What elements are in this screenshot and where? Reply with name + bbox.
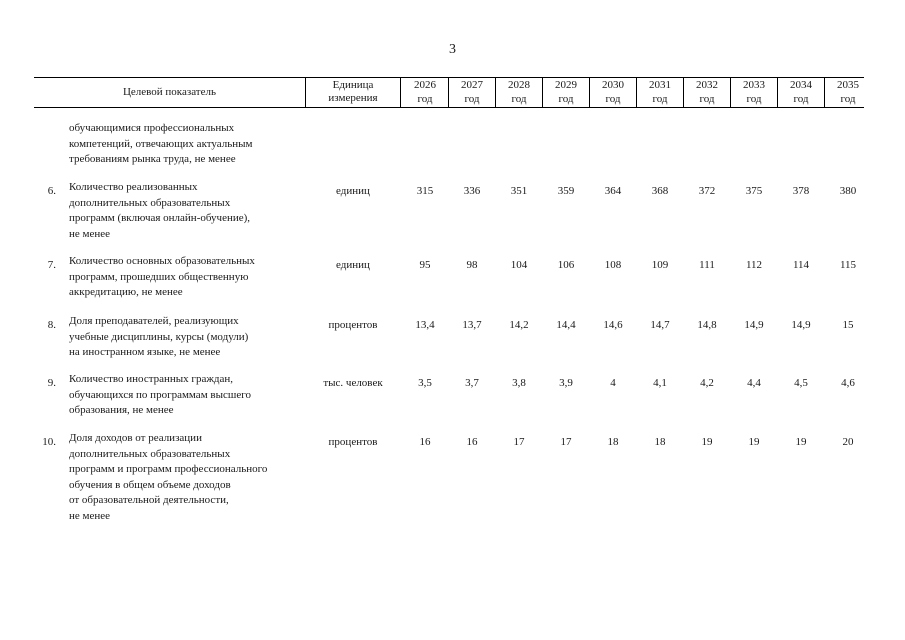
value-cell: 18 [654,436,666,448]
value-cell: 17 [513,436,525,448]
value-cell: 14,4 [556,319,576,331]
value-cell: 14,9 [744,319,764,331]
value-cell: 106 [557,259,575,271]
value-cell: 16 [466,436,478,448]
page-number: 3 [449,42,456,57]
value-cell: 109 [651,259,669,271]
value-cell: 372 [698,185,716,197]
header-year-suffix: год [652,93,668,105]
value-cell: 368 [651,185,669,197]
value-cell: 114 [792,259,810,271]
table-top-rule [34,77,864,78]
value-cell: 19 [795,436,807,448]
value-cell: 19 [748,436,760,448]
value-cell: 19 [701,436,713,448]
header-year: 2027 [461,79,483,91]
value-cell: 112 [745,259,763,271]
value-cell: 95 [419,259,431,271]
value-cell: 4,2 [700,377,714,389]
value-cell: 3,9 [559,377,573,389]
indicator-text: Количество иностранных граждан, обучающихся по программам высшего образования, не менее [69,373,251,416]
value-cell: 375 [745,185,763,197]
value-cell: 380 [839,185,857,197]
header-year-suffix: год [793,93,809,105]
value-cell: 14,8 [697,319,717,331]
header-year: 2033 [743,79,765,91]
header-year: 2028 [508,79,530,91]
header-year-suffix: год [417,93,433,105]
value-cell: 17 [560,436,572,448]
value-cell: 336 [463,185,481,197]
value-cell: 108 [604,259,622,271]
value-cell: 14,9 [791,319,811,331]
value-cell: 3,5 [418,377,432,389]
header-year-suffix: год [840,93,856,105]
value-cell: 378 [792,185,810,197]
value-cell: 98 [466,259,478,271]
header-indicator: Целевой показатель [122,86,217,98]
header-year-suffix: год [699,93,715,105]
value-cell: 15 [842,319,854,331]
unit-cell: тыс. человек [323,377,383,389]
value-cell: 359 [557,185,575,197]
header-year: 2026 [414,79,436,91]
row-number: 10. [42,436,56,448]
header-year: 2029 [555,79,577,91]
header-year-suffix: год [605,93,621,105]
value-cell: 4,1 [653,377,667,389]
unit-cell: единиц [336,259,370,271]
value-cell: 14,2 [509,319,529,331]
row-number: 7. [47,259,56,271]
row-number: 8. [47,319,56,331]
header-year: 2031 [649,79,671,91]
header-year-suffix: год [511,93,527,105]
value-cell: 18 [607,436,619,448]
value-cell: 4,5 [794,377,808,389]
header-year: 2035 [837,79,859,91]
value-cell: 111 [699,259,715,271]
header-year-suffix: год [746,93,762,105]
indicator-text: Количество основных образовательных программ, прошедших общественную аккредитацию, не менее [69,255,255,298]
header-year-suffix: год [558,93,574,105]
unit-cell: процентов [328,436,378,448]
value-cell: 115 [839,259,857,271]
value-cell: 20 [842,436,854,448]
value-cell: 3,8 [512,377,526,389]
indicator-text: Доля доходов от реализации дополнительных образовательных программ и программ профессионального обучения в общем объеме доходов от образовательной деятельности, не менее [69,432,268,522]
value-cell: 4 [610,377,616,389]
header-unit: Единица измерения [328,79,378,104]
header-year-suffix: год [464,93,480,105]
value-cell: 13,7 [462,319,482,331]
header-year: 2030 [602,79,624,91]
value-cell: 14,7 [650,319,670,331]
header-year: 2032 [696,79,718,91]
header-column-divider [400,77,401,107]
unit-cell: процентов [328,319,378,331]
value-cell: 14,6 [603,319,623,331]
value-cell: 364 [604,185,622,197]
value-cell: 104 [510,259,528,271]
table-header-rule [34,107,864,108]
row-number: 9. [47,377,56,389]
indicator-text: Доля преподавателей, реализующих учебные дисциплины, курсы (модули) на иностранном языке, не менее [69,315,249,358]
indicator-text: Количество реализованных дополнительных образовательных программ (включая онлайн-обучение), не менее [69,181,251,240]
value-cell: 4,6 [841,377,855,389]
unit-cell: единиц [336,185,370,197]
value-cell: 351 [510,185,528,197]
value-cell: 3,7 [465,377,479,389]
value-cell: 16 [419,436,431,448]
value-cell: 315 [416,185,434,197]
value-cell: 4,4 [747,377,761,389]
indicator-text: обучающимися профессиональных компетенций, отвечающих актуальным требованиям рынка труда, не менее [69,122,253,165]
row-number: 6. [47,185,56,197]
value-cell: 13,4 [415,319,435,331]
header-year: 2034 [790,79,812,91]
